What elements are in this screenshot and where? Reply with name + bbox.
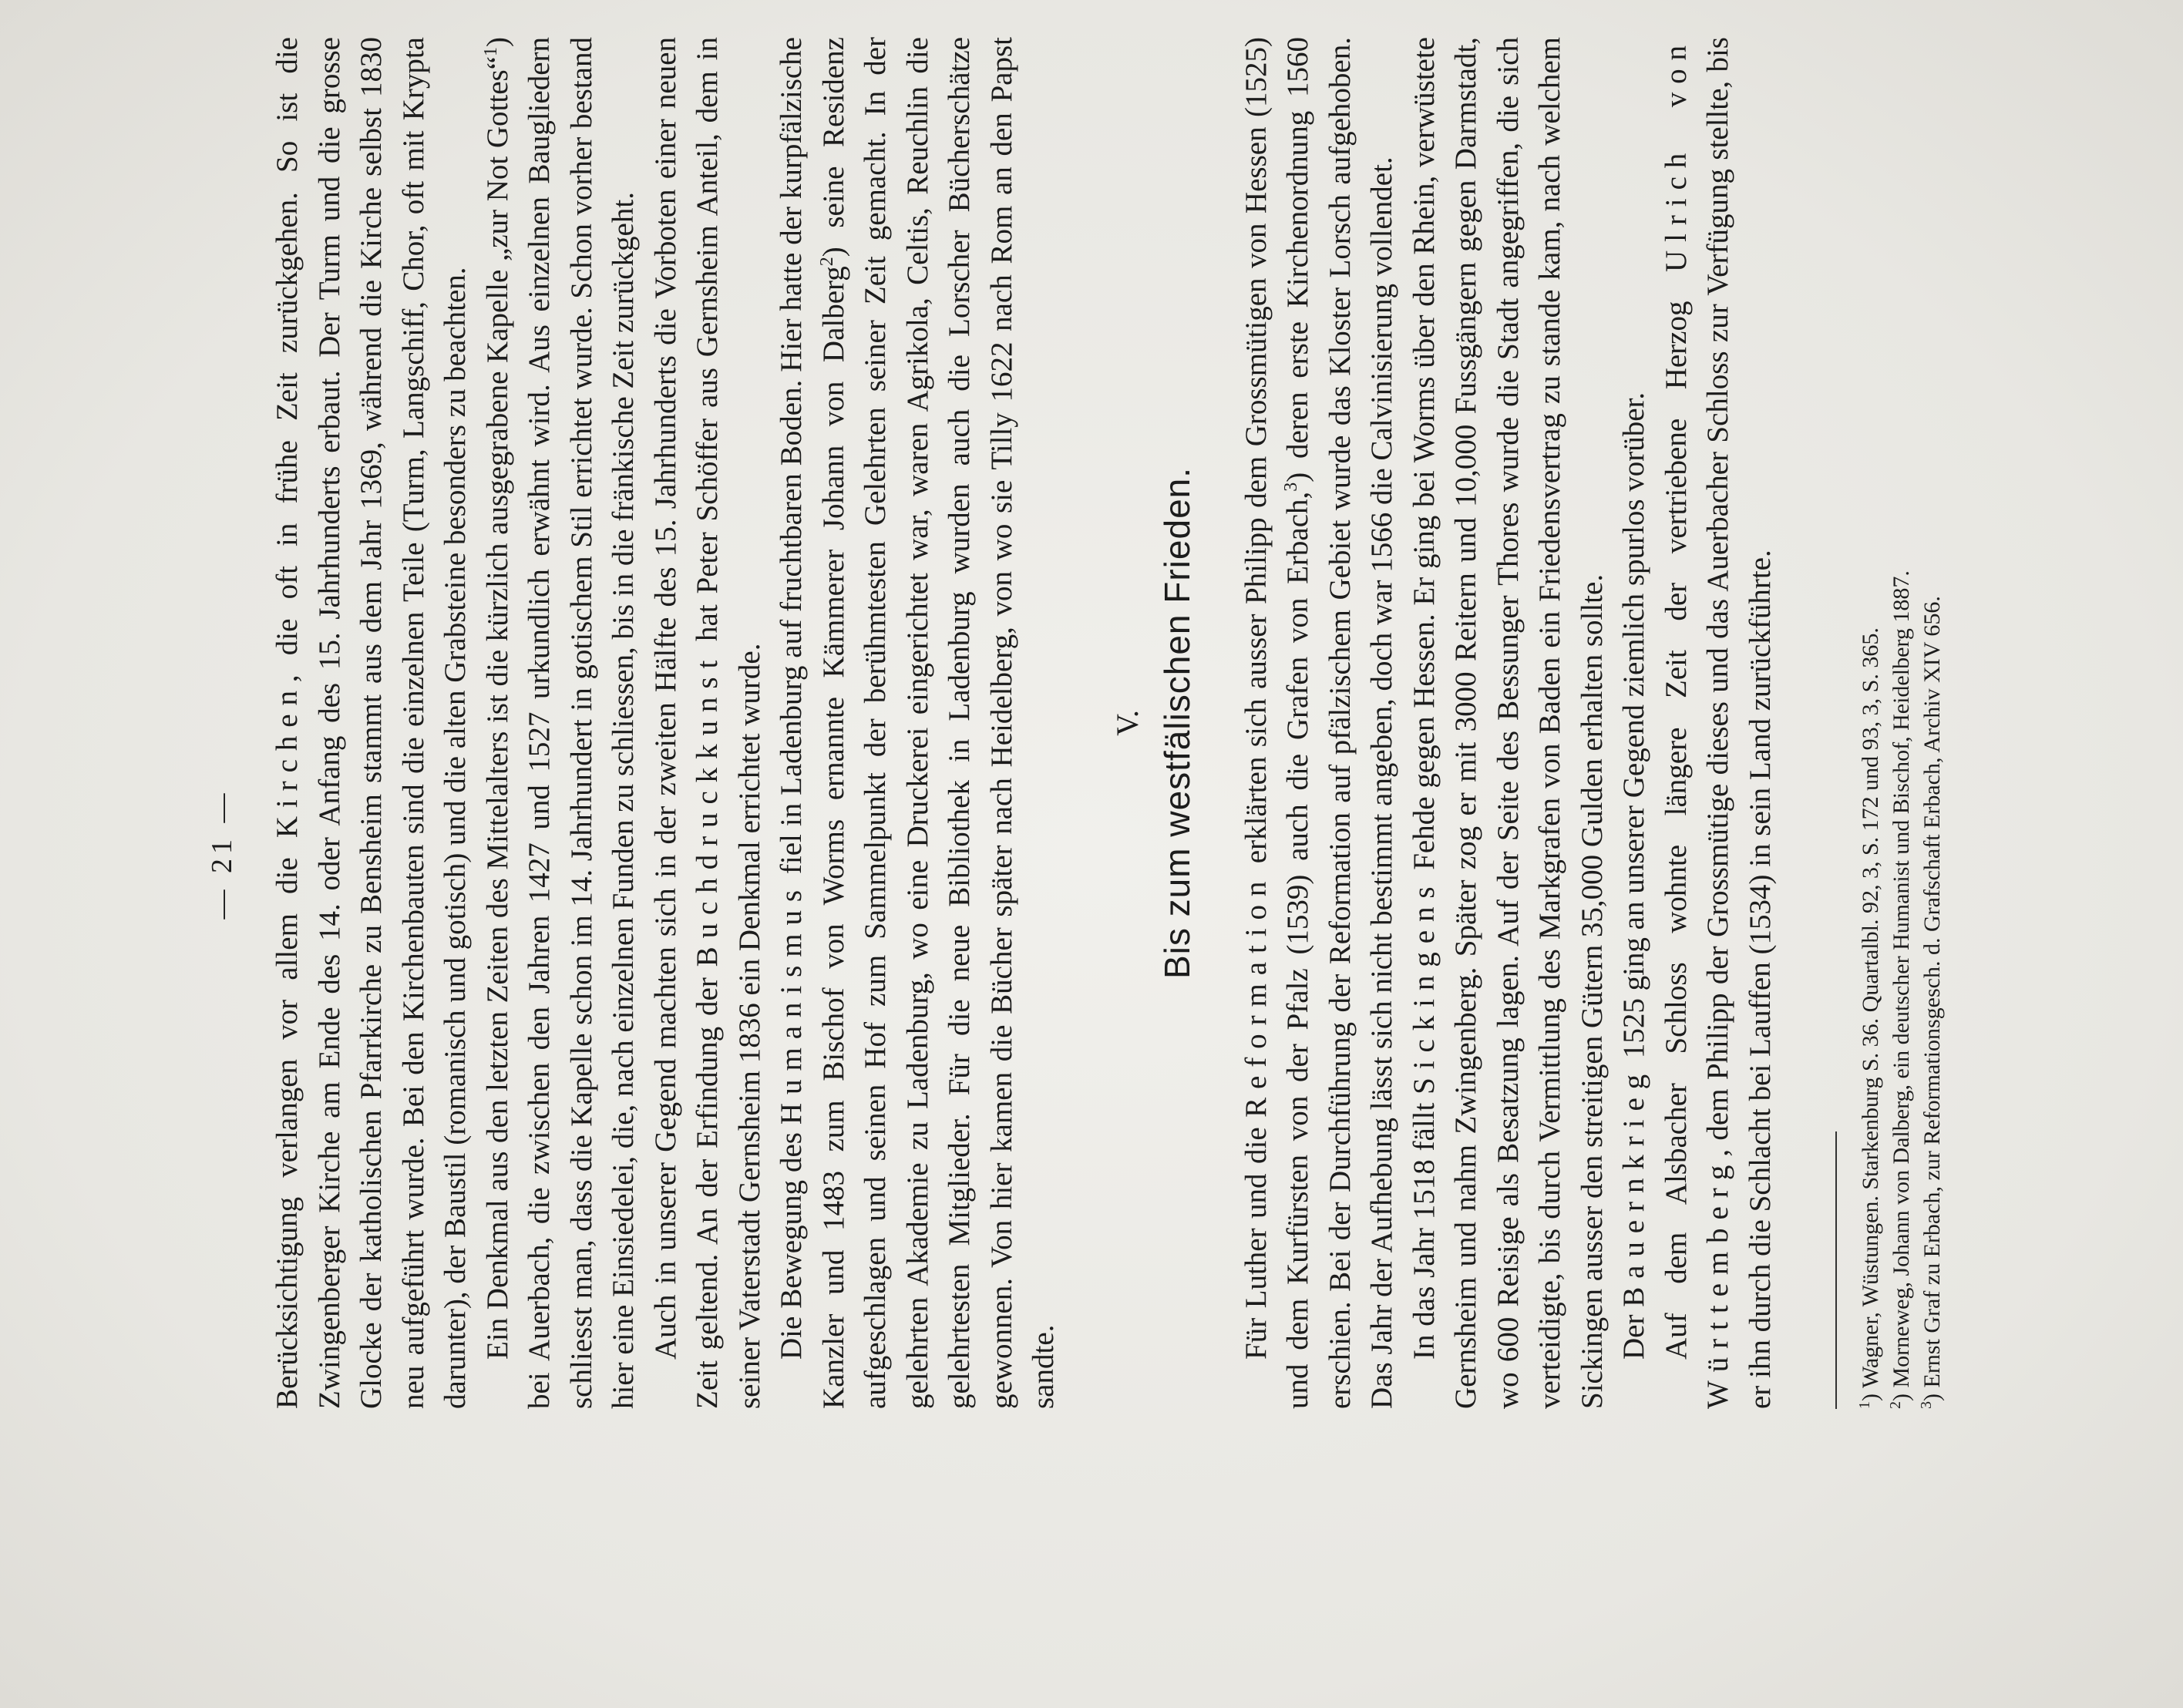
text-run: fiel in Ladenburg auf fruchtbaren Boden. Hier hatte der kurpfälzische Kanzler und 1483 zum Bischof von Worms ernannte Kämmerer Johann von Dalberg (775, 37, 850, 1409)
footnote-divider (1835, 1131, 1837, 1409)
text-run: 1525 ging an unserer Gegend ziemlich spurlos vorüber. (1617, 392, 1650, 1066)
paragraph-kapelle (477, 37, 645, 1409)
text-run: Auf dem Alsbacher Schloss wohnte längere Zeit der vertriebene Herzog (1659, 271, 1693, 1360)
text-run: Ein Denkmal aus den letzten Zeiten des Mittelalters ist die kürzlich ausgegrabene Kapelle „zur Not Gottes“ (480, 56, 514, 1360)
footnote-ref: 1 (480, 47, 501, 56)
text-run: Der (1617, 1306, 1650, 1360)
spaced-term: Sickingens (1407, 878, 1441, 1094)
text-run: , die oft in frühe Zeit zurückgehen. So ist die Zwingenberger Kirche am Ende des 14. oder Anfang des 15. Jahrhunderts erbaut. Der Turm und die grosse Glocke der katholischen Pfarrkirche zu Bensheim stammt aus dem Jahr 1369, während die Kirche selbst 1830 neu aufgeführt wurde. Bei den Kirchenbauten sind die einzelnen Teile (Turm, Langschiff, Chor, oft mit Krypta darunter), der Baustil (romanisch und gotisch) und die alten Grabsteine besonders zu beachten. (271, 37, 472, 1409)
page-number: — 21 — (206, 788, 238, 920)
footnote (1855, 37, 1886, 1409)
document-page (89, 36, 2094, 1586)
paragraph-bauernkrieg (1613, 37, 1656, 1409)
paragraph-buchdruck (645, 37, 772, 1409)
spaced-term: Buchdruckkunst (691, 651, 724, 967)
text-run: In das Jahr 1518 fällt (1407, 1094, 1441, 1360)
paragraph-humanismus (771, 37, 1065, 1409)
page-body (267, 37, 1948, 1409)
text-run: ) deren erste Kirchenordnung 1560 erschien. Bei der Durchführung der Reformation auf pfälzischem Gebiet wurde das Kloster Lorsch aufgehoben. Das Jahr der Aufhebung lässt sich nicht bestimmt angeben, doch war 1566 die Calvinisierung vollendet. (1281, 37, 1398, 1409)
text-run: , dem Philipp der Grossmütige dieses und das Auerbacher Schloss zur Verfügung stellte, bis er ihn durch die Schlacht bei Lauffen (1534) in sein Land zurückführte. (1701, 37, 1777, 1409)
spaced-term: Ulrich von Württemberg (1659, 37, 1734, 1409)
text-run: Auch in unserer Gegend machten sich in der zweiten Hälfte des 15. Jahrhunderts die Vorboten einer neuen Zeit geltend. An der Erfindung der (648, 37, 724, 1409)
section-title: Bis zum westfälischen Frieden. (1157, 466, 1197, 980)
footnote-text: ) Wagner, Wüstungen. Starkenburg S. 36. Quartalbl. 92, 3, S. 172 und 93, 3, S. 365. (1858, 627, 1883, 1401)
spaced-term: Kirchen (271, 682, 304, 839)
spaced-term: Humanismus (775, 882, 808, 1125)
text-run: Die Bewegung des (775, 1125, 808, 1360)
footnote-mark: 2 (1887, 1401, 1904, 1409)
text-run: erklärten sich ausser Philipp dem Grossmütigen von Hessen (1525) und dem Kurfürsten von der Pfalz (1539) auch die Grafen von Erbach, (1239, 37, 1314, 1409)
section-number: V. (1109, 710, 1145, 736)
paragraph-ulrich (1656, 37, 1782, 1409)
text-run: ) bei Auerbach, die zwischen den Jahren 1427 und 1527 urkundlich erwähnt wird. Aus einzelnen Baugliedern schliesst man, dass die Kapelle schon im 14. Jahrhundert in gotischem Stil errichtet wurde. Schon vorher bestand hier eine Einsiedelei, die, nach einzelnen Funden zu schliessen, bis in die fränkische Zeit zurückgeht. (480, 37, 640, 1409)
text-run: hat Peter Schöffer aus Gernsheim Anteil, dem in seiner Vaterstadt Gernsheim 1836 ein Denkmal errichtet wurde. (691, 36, 766, 1409)
footnote (1917, 37, 1948, 1409)
paragraph-sickingen (1404, 37, 1614, 1409)
text-run: Für Luther und die (1239, 1117, 1273, 1360)
paragraph-kirchen (267, 37, 477, 1409)
footnote-text: ) Ernst Graf zu Erbach, zur Reformationsgesch. d. Grafschaft Erbach, Archiv XIV 656. (1919, 596, 1945, 1401)
text-run: ) seine Residenz aufgeschlagen und seinen Hof zum Sammelpunkt der berühmtesten Gelehrten seiner Zeit gemacht. In der gelehrten Akademie zu Ladenburg, wo eine Druckerei eingerichtet war, waren Agrikola, Celtis, Reuchlin die gelehrtesten Mitglieder. Für die neue Bibliothek in Ladenburg wurden auch die Lorscher Bücherschätze gewonnen. Von hier kamen die Bücher später nach Heidelberg, von wo sie Tilly 1622 nach Rom an den Papst sandte. (816, 37, 1060, 1409)
footnote-mark: 3 (1918, 1401, 1935, 1409)
footnote (1886, 37, 1917, 1409)
footnote-text: ) Morneweg, Johann von Dalberg, ein deutscher Humanist und Bischof, Heidelberg 1887. (1889, 570, 1914, 1401)
footnote-ref: 2 (816, 257, 837, 267)
footnote-mark: 1 (1856, 1401, 1873, 1409)
paragraph-reformation (1236, 37, 1404, 1409)
text-run: Berücksichtigung verlangen vor allem die (271, 838, 304, 1409)
spaced-term: Bauernkrieg (1617, 1065, 1650, 1307)
spaced-term: Reformation (1239, 872, 1273, 1118)
text-run: Fehde gegen Hessen. Er ging bei Worms über den Rhein, verwüstete Gernsheim und nahm Zwingenberg. Später zog er mit 3000 Reitern und 10,000 Fussgängern gegen Darmstadt, wo 600 Reisige als Besatzung lagen. Auf der Seite des Bessunger Thores wurde die Stadt angegriffen, die sich verteidigte, bis durch Vermittlung des Markgrafen von Baden ein Friedensvertrag zu stande kam, nach welchem Sickingen ausser den streitigen Gütern 35,000 Gulden erhalten sollte. (1407, 37, 1609, 1409)
footnote-ref: 3 (1281, 482, 1301, 492)
